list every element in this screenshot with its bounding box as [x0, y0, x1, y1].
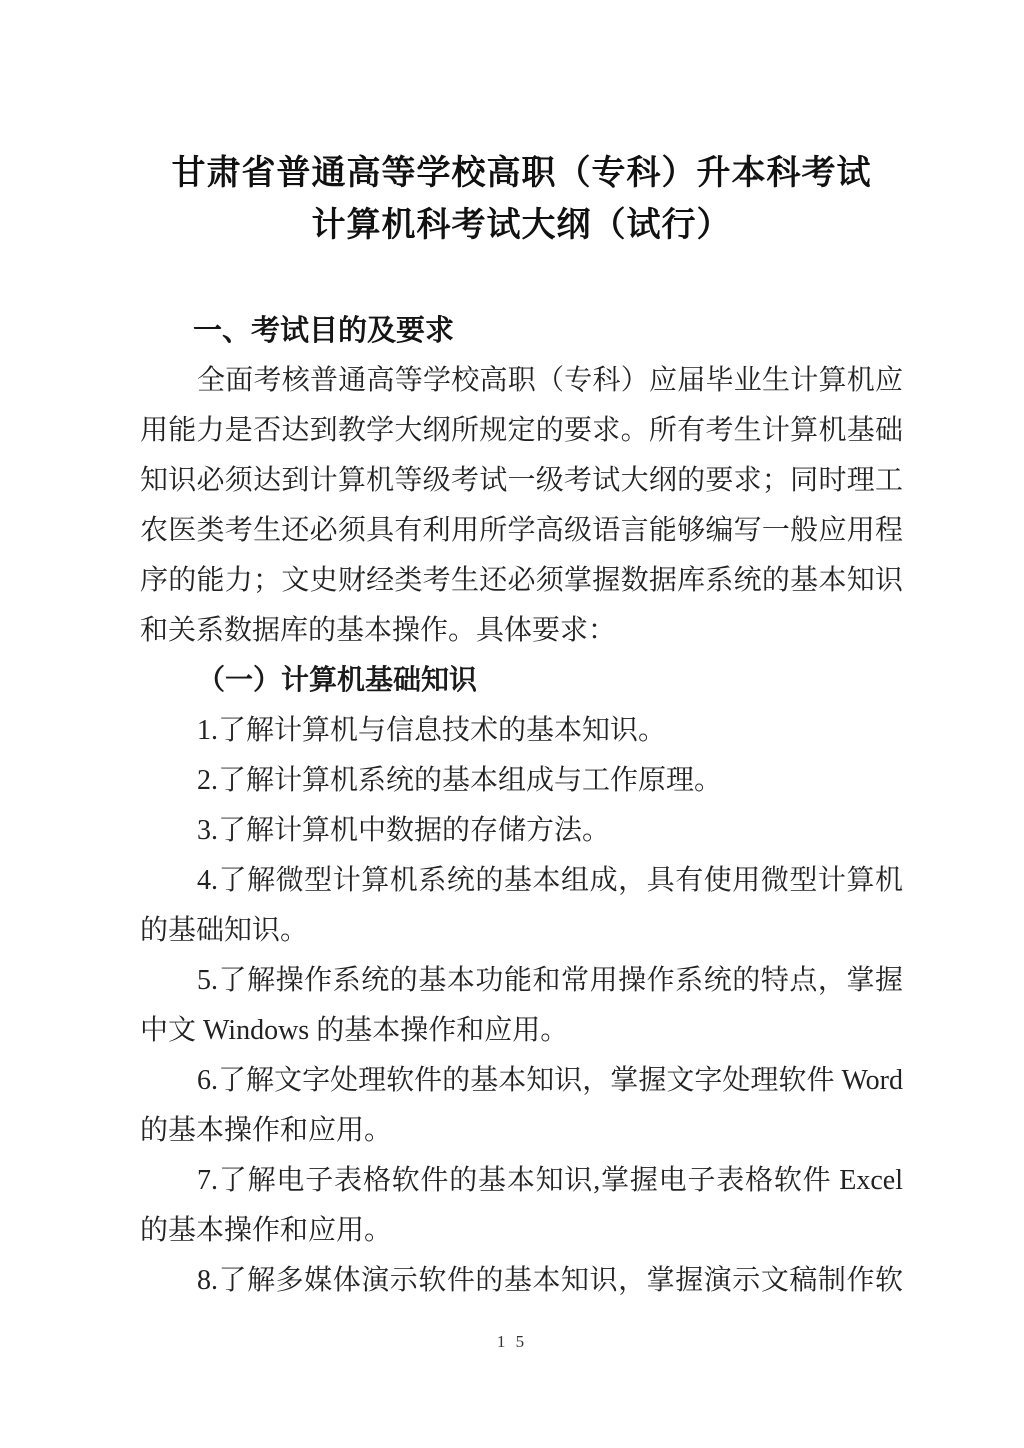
title-line-1: 甘肃省普通高等学校高职（专科）升本科考试: [171, 155, 872, 192]
list-item-line: 6.了解文字处理软件的基本知识，掌握文字处理软件 Word: [197, 1065, 903, 1096]
list-item-line: 8.了解多媒体演示软件的基本知识，掌握演示文稿制作软: [197, 1265, 903, 1296]
list-item-line: 4.了解微型计算机系统的基本组成，具有使用微型计算机: [197, 865, 903, 896]
list-item-line: 1.了解计算机与信息技术的基本知识。: [197, 715, 667, 746]
requirement-list: [140, 706, 903, 1306]
paragraph-line: 知识必须达到计算机等级考试一级考试大纲的要求；同时理工: [140, 465, 903, 496]
list-item-line: 7.了解电子表格软件的基本知识,掌握电子表格软件 Excel: [197, 1165, 903, 1196]
list-item-line: 的基础知识。: [140, 915, 309, 946]
list-item-line: 5.了解操作系统的基本功能和常用操作系统的特点，掌握: [197, 965, 903, 996]
section-heading-exam-purpose: 一、考试目的及要求: [193, 315, 455, 347]
text-column: [140, 0, 903, 1306]
list-item-line: 的基本操作和应用。: [140, 1215, 393, 1246]
list-item-line: 2.了解计算机系统的基本组成与工作原理。: [197, 765, 723, 796]
paragraph-exam-purpose: [140, 356, 903, 656]
list-item-line: 中文 Windows 的基本操作和应用。: [140, 1015, 569, 1046]
page-footer: [0, 1332, 1024, 1352]
list-item-line: 的基本操作和应用。: [140, 1115, 393, 1146]
list-item-line: 3.了解计算机中数据的存储方法。: [197, 815, 611, 846]
document-title: [140, 148, 903, 252]
paragraph-line: 和关系数据库的基本操作。具体要求：: [140, 615, 617, 646]
paragraph-line: 农医类考生还必须具有利用所学高级语言能够编写一般应用程: [140, 515, 903, 546]
paragraph-line: 用能力是否达到教学大纲所规定的要求。所有考生计算机基础: [140, 415, 903, 446]
title-line-2: 计算机科考试大纲（试行）: [311, 207, 732, 244]
paragraph-line: 全面考核普通高等学校高职（专科）应届毕业生计算机应: [197, 365, 903, 396]
paragraph-line: 序的能力；文史财经类考生还必须掌握数据库系统的基本知识: [140, 565, 903, 596]
page-number: 1 5: [496, 1332, 528, 1351]
subsection-heading-computer-basics: （一）计算机基础知识: [197, 665, 478, 696]
